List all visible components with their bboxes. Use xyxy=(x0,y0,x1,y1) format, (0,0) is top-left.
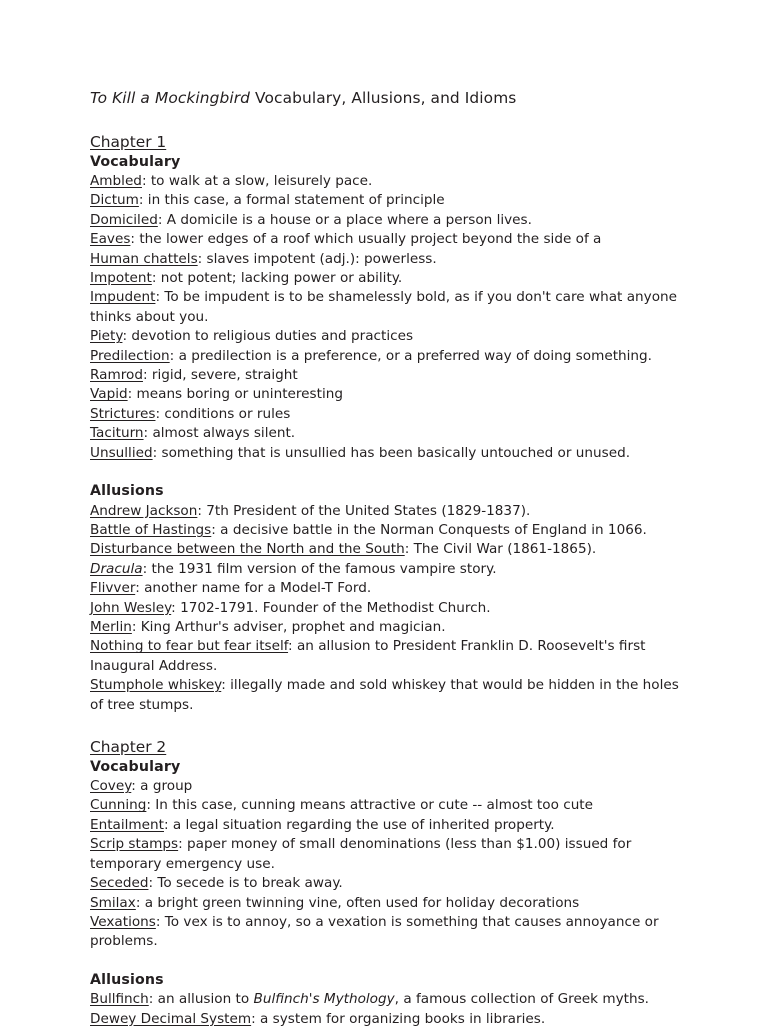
glossary-entry xyxy=(90,444,684,463)
entry-term: Dewey Decimal System xyxy=(90,1010,252,1027)
chapter-heading-row xyxy=(90,737,684,758)
glossary-entry xyxy=(90,913,684,952)
glossary-entry xyxy=(90,676,684,715)
chapter-heading: Chapter 2 xyxy=(90,738,167,757)
entry-term: Disturbance between the North and the South xyxy=(90,541,405,558)
entry-definition: : A domicile is a house or a place where a person lives. xyxy=(157,211,532,228)
entry-term: Eaves xyxy=(90,231,131,248)
entry-definition: : To vex is to annoy, so a vexation is something that causes annoyance or problems. xyxy=(90,913,659,950)
glossary-entry xyxy=(90,579,684,598)
definition-text: : an allusion to xyxy=(148,991,254,1008)
entry-list xyxy=(90,990,684,1029)
entry-definition: : The Civil War (1861-1865). xyxy=(404,541,597,558)
entry-term: Entailment xyxy=(90,816,164,833)
entry-term: Bullfinch xyxy=(90,991,149,1008)
entry-definition: : a decisive battle in the Norman Conquests of England in 1066. xyxy=(211,522,647,538)
glossary-entry xyxy=(90,637,684,676)
entry-definition: : to walk at a slow, leisurely pace. xyxy=(141,173,373,189)
entry-definition: : the lower edges of a roof which usually project beyond the side of a xyxy=(130,231,602,248)
glossary-entry xyxy=(90,1010,684,1029)
entry-definition: : slaves impotent (adj.): powerless. xyxy=(197,250,437,267)
glossary-entry xyxy=(90,172,684,191)
glossary-entry xyxy=(90,230,684,249)
entry-term: Covey xyxy=(90,778,132,795)
entry-term: Andrew Jackson xyxy=(90,502,198,519)
entry-term: Flivver xyxy=(90,580,136,597)
section-spacer xyxy=(90,463,684,482)
entry-term: Human chattels xyxy=(90,250,198,267)
entry-definition: : the 1931 film version of the famous vampire story. xyxy=(142,560,497,577)
glossary-entry xyxy=(90,211,684,230)
entry-definition: : In this case, cunning means attractive or cute -- almost too cute xyxy=(146,797,594,814)
entry-definition: : devotion to religious duties and practices xyxy=(122,328,414,345)
entry-list xyxy=(90,502,684,715)
entry-term: Merlin xyxy=(90,619,132,636)
entry-term: Stumphole whiskey xyxy=(90,677,222,694)
glossary-entry xyxy=(90,250,684,269)
entry-definition: : illegally made and sold whiskey that would be hidden in the holes of tree stumps. xyxy=(90,677,679,713)
entry-term: Dictum xyxy=(90,192,139,209)
entry-term: Seceded xyxy=(90,875,149,892)
entry-definition: : To be impudent is to be shamelessly bold, as if you don't care what anyone thinks about you. xyxy=(90,289,677,325)
entry-definition: : in this case, a formal statement of principle xyxy=(138,192,445,209)
glossary-entry xyxy=(90,424,684,443)
entry-term: Smilax xyxy=(90,894,136,911)
chapter-heading: Chapter 1 xyxy=(90,133,167,151)
glossary-entry xyxy=(90,835,684,874)
entry-definition: : a group xyxy=(131,778,193,795)
entry-definition: : means boring or uninteresting xyxy=(127,386,343,403)
glossary-entry xyxy=(90,327,684,346)
document-title xyxy=(90,88,684,108)
entry-term: Battle of Hastings xyxy=(90,522,212,538)
glossary-entry xyxy=(90,269,684,288)
entry-definition: : another name for a Model-T Ford. xyxy=(135,580,372,597)
entry-term: John Wesley xyxy=(90,599,172,616)
chapter-block xyxy=(90,132,684,715)
chapter-spacer xyxy=(90,715,684,737)
entry-term: Nothing to fear but fear itself xyxy=(90,638,289,655)
chapter-block xyxy=(90,737,684,1029)
document-title-rest: Vocabulary, Allusions, and Idioms xyxy=(250,89,517,107)
entry-definition: : something that is unsullied has been basically untouched or unused. xyxy=(152,444,631,461)
entry-term: Ramrod xyxy=(90,367,143,384)
entry-definition: : an allusion to President Franklin D. Roosevelt's first Inaugural Address. xyxy=(90,638,646,674)
entry-term: Piety xyxy=(90,328,123,345)
entry-term: Impudent xyxy=(90,289,156,306)
entry-term: Impotent xyxy=(90,270,152,287)
entry-term: Scrip stamps xyxy=(90,836,179,853)
entry-term: Cunning xyxy=(90,797,147,814)
entry-term: Taciturn xyxy=(90,425,144,442)
chapters-container xyxy=(90,132,684,1029)
entry-definition: : rigid, severe, straight xyxy=(142,367,298,384)
entry-definition: : paper money of small denominations (less than $1.00) issued for temporary emergency use. xyxy=(90,836,632,872)
glossary-entry xyxy=(90,618,684,637)
glossary-entry xyxy=(90,816,684,835)
entry-term: Strictures xyxy=(90,405,156,422)
entry-definition: : not potent; lacking power or ability. xyxy=(151,270,403,287)
entry-term: Vapid xyxy=(90,386,128,403)
glossary-entry xyxy=(90,347,684,366)
book-title: To Kill a Mockingbird xyxy=(90,89,251,107)
entry-term: Vexations xyxy=(90,913,156,930)
definition-italic-title: Bulfinch's Mythology xyxy=(253,991,395,1008)
section-heading: Allusions xyxy=(90,483,164,500)
entry-definition: : a predilection is a preference, or a preferred way of doing something. xyxy=(169,347,652,364)
glossary-entry xyxy=(90,599,684,618)
glossary-entry xyxy=(90,288,684,327)
entry-definition: : almost always silent. xyxy=(143,425,296,442)
entry-list xyxy=(90,172,684,463)
glossary-entry xyxy=(90,191,684,210)
entry-definition: : conditions or rules xyxy=(155,405,291,422)
entry-definition: : 1702-1791. Founder of the Methodist Church. xyxy=(171,599,491,616)
chapter-heading-row xyxy=(90,132,684,153)
entry-term: Domiciled xyxy=(90,211,158,228)
entry-term: Unsullied xyxy=(90,444,153,461)
glossary-entry xyxy=(90,874,684,893)
entry-definition: : a system for organizing books in libraries. xyxy=(251,1010,546,1027)
entry-definition: : To secede is to break away. xyxy=(148,875,343,892)
entry-term: Dracula xyxy=(90,560,143,577)
glossary-entry xyxy=(90,560,684,579)
entry-definition: : King Arthur's adviser, prophet and magician. xyxy=(131,619,446,636)
entry-definition: : a bright green twinning vine, often used for holiday decorations xyxy=(135,894,580,911)
entry-term: Predilection xyxy=(90,347,170,364)
glossary-entry xyxy=(90,366,684,385)
section-heading: Vocabulary xyxy=(90,153,181,170)
entry-definition: : 7th President of the United States (1829-1837). xyxy=(197,502,531,519)
glossary-entry xyxy=(90,502,684,521)
entry-definition: : a legal situation regarding the use of inherited property. xyxy=(163,816,555,833)
glossary-entry xyxy=(90,540,684,559)
definition-text: , a famous collection of Greek myths. xyxy=(394,991,650,1008)
glossary-entry xyxy=(90,796,684,815)
section-heading: Vocabulary xyxy=(90,758,181,775)
glossary-entry xyxy=(90,777,684,796)
section-heading: Allusions xyxy=(90,971,164,988)
glossary-entry xyxy=(90,405,684,424)
entry-list xyxy=(90,777,684,952)
glossary-entry xyxy=(90,894,684,913)
section-spacer xyxy=(90,952,684,971)
glossary-entry xyxy=(90,990,684,1009)
glossary-entry xyxy=(90,385,684,404)
glossary-entry xyxy=(90,521,684,540)
entry-term: Ambled xyxy=(90,173,142,189)
entry-definition xyxy=(149,991,649,1007)
